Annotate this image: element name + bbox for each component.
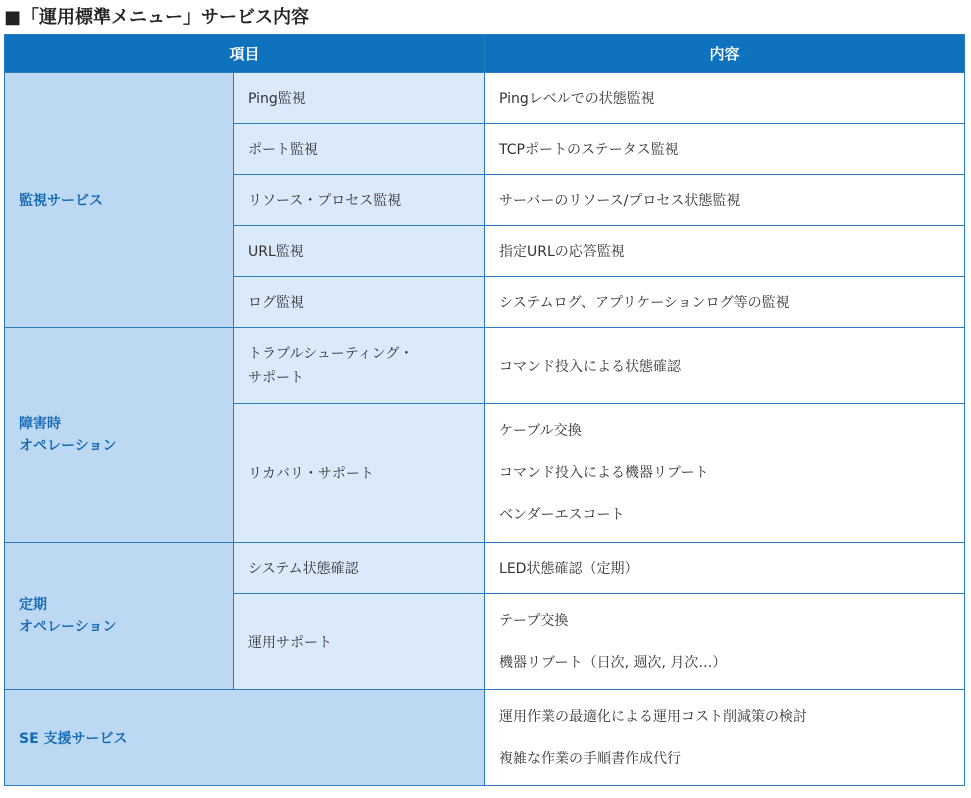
content-line: 運用作業の最適化による運用コスト削減策の検討	[499, 708, 808, 725]
category-incident	[5, 328, 234, 543]
category-periodic-line1: 定期	[19, 597, 47, 613]
content-line: ベンダーエスコート	[499, 507, 625, 523]
content-cell: コマンド投入による状態確認	[485, 328, 965, 404]
item-cell: 運用サポート	[234, 594, 485, 690]
content-cell: 指定URLの応答監視	[485, 226, 965, 277]
header-item: 項目	[5, 35, 485, 73]
content-cell	[485, 690, 965, 786]
item-cell: システム状態確認	[234, 543, 485, 594]
item-cell: URL監視	[234, 226, 485, 277]
content-line: コマンド投入による機器リブート	[499, 465, 709, 481]
category-periodic	[5, 543, 234, 690]
header-content: 内容	[485, 35, 965, 73]
content-cell: TCPポートのステータス監視	[485, 124, 965, 175]
table-row	[5, 543, 965, 594]
content-line: テープ交換	[499, 612, 569, 629]
item-cell: リソース・プロセス監視	[234, 175, 485, 226]
category-incident-line1: 障害時	[19, 416, 61, 432]
content-line: 機器リブート（日次, 週次, 月次…）	[499, 654, 727, 671]
content-line: ケーブル交換	[499, 423, 582, 439]
category-incident-line2: オペレーション	[19, 438, 117, 454]
item-cell: リカバリ・サポート	[234, 404, 485, 543]
content-cell	[485, 404, 965, 543]
content-cell: システムログ、アプリケーションログ等の監視	[485, 277, 965, 328]
content-line: 複雑な作業の手順書作成代行	[499, 750, 682, 767]
page-title: ■「運用標準メニュー」サービス内容	[4, 7, 310, 28]
table-row	[5, 328, 965, 404]
item-line: トラブルシューティング・	[248, 345, 414, 362]
item-cell: ポート監視	[234, 124, 485, 175]
table-row	[5, 73, 965, 124]
content-cell: LED状態確認（定期）	[485, 543, 965, 594]
table-row	[5, 690, 965, 786]
content-cell	[485, 594, 965, 690]
content-cell: サーバーのリソース/プロセス状態監視	[485, 175, 965, 226]
category-se: SE 支援サービス	[5, 690, 485, 786]
item-cell: Ping監視	[234, 73, 485, 124]
item-cell	[234, 328, 485, 404]
content-cell: Pingレベルでの状態監視	[485, 73, 965, 124]
category-periodic-line2: オペレーション	[19, 619, 117, 635]
item-cell: ログ監視	[234, 277, 485, 328]
category-monitoring: 監視サービス	[5, 73, 234, 328]
header-row	[5, 35, 965, 73]
item-line: サポート	[248, 369, 304, 386]
service-menu-table	[4, 34, 965, 786]
